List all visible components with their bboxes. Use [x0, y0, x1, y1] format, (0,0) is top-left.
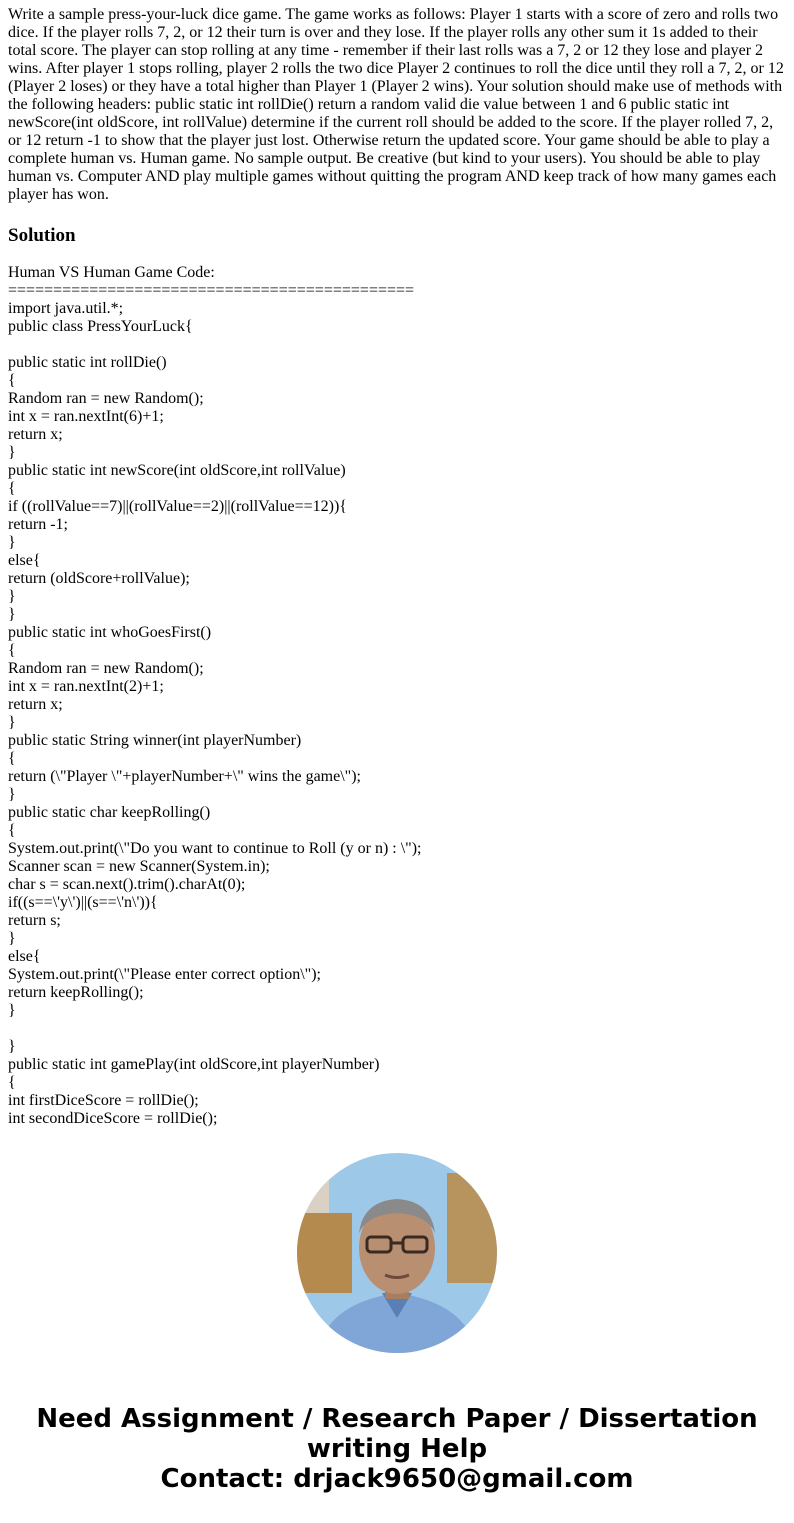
code-line: }	[8, 1002, 16, 1019]
code-line: }	[8, 444, 16, 461]
code-line: public class PressYourLuck{	[8, 318, 193, 335]
code-line: import java.util.*;	[8, 300, 124, 317]
code-line: System.out.print(\"Do you want to continue to Roll (y or n) : \");	[8, 840, 422, 857]
code-line: public static String winner(int playerNumber)	[8, 732, 302, 749]
question-text: Write a sample press-your-luck dice game. The game works as follows: Player 1 starts with a score of zero and rolls two dice. If the player rolls 7, 2, or 12 their turn is over and they lose. If the player rolls any other sum it 1s added to their total score. The player can stop rolling at any time - remember if their last rolls was a 7, 2 or 12 they lose and player 2 wins. After player 1 stops rolling, player 2 rolls the two dice Player 2 continues to roll the dice until they roll a 7, 2, or 12 (Player 2 loses) or they have a total higher than Player 1 (Player 2 wins). Your solution should make use of methods with the following headers: public static int rollDie() return a random valid die value between 1 and 6 public static int newScore(int oldScore, int rollValue) determine if the current roll should be added to the score. If the player rolled 7, 2, or 12 return -1 to show that the player just lost. Otherwise return the updated score. Your game should be able to play a complete human vs. Human game. No sample output. Be creative (but kind to your users). You should be able to play human vs. Computer AND play multiple games without quitting the program AND keep track of how many games each player has won.	[8, 6, 784, 203]
code-line: return keepRolling();	[8, 984, 144, 1001]
solution-heading: Solution	[8, 225, 76, 246]
code-line: public static int gamePlay(int oldScore,int playerNumber)	[8, 1056, 380, 1073]
code-line: public static int newScore(int oldScore,int rollValue)	[8, 462, 346, 479]
code-line: =============================================	[8, 282, 415, 299]
code-line: Random ran = new Random();	[8, 390, 204, 407]
code-line: {	[8, 642, 16, 659]
code-line: char s = scan.next().trim().charAt(0);	[8, 876, 246, 893]
code-line: return (oldScore+rollValue);	[8, 570, 190, 587]
code-line: return x;	[8, 696, 63, 713]
promo-line-1: Need Assignment / Research Paper / Dissertation	[36, 1404, 758, 1434]
code-line: {	[8, 822, 16, 839]
code-line: return -1;	[8, 516, 68, 533]
code-line: return (\"Player \"+playerNumber+\" wins the game\");	[8, 768, 361, 785]
code-line: if ((rollValue==7)||(rollValue==2)||(rollValue==12)){	[8, 498, 347, 515]
code-line: public static int whoGoesFirst()	[8, 624, 212, 641]
code-line: int secondDiceScore = rollDie();	[8, 1110, 218, 1127]
code-line: }	[8, 786, 16, 803]
code-line: {	[8, 480, 16, 497]
promo-contact: Contact: drjack9650@gmail.com	[160, 1464, 634, 1494]
code-line: int x = ran.nextInt(6)+1;	[8, 408, 164, 425]
code-line: System.out.print(\"Please enter correct option\");	[8, 966, 321, 983]
code-line: Scanner scan = new Scanner(System.in);	[8, 858, 270, 875]
code-line: {	[8, 372, 16, 389]
code-line: }	[8, 1038, 16, 1055]
solution-intro: Human VS Human Game Code:	[8, 264, 215, 281]
code-line: }	[8, 930, 16, 947]
code-line: public static char keepRolling()	[8, 804, 211, 821]
code-line: }	[8, 606, 16, 623]
code-line: public static int rollDie()	[8, 354, 167, 371]
code-line	[8, 336, 421, 354]
solution-code	[8, 282, 421, 1128]
code-line: return s;	[8, 912, 61, 929]
code-line	[8, 1020, 421, 1038]
promo-line-2: writing Help	[306, 1434, 488, 1464]
code-line: else{	[8, 948, 41, 965]
code-line: }	[8, 534, 16, 551]
tutor-portrait-icon	[297, 1153, 497, 1353]
code-line: }	[8, 588, 16, 605]
code-line: {	[8, 750, 16, 767]
code-line: Random ran = new Random();	[8, 660, 204, 677]
code-line: }	[8, 714, 16, 731]
code-line: int x = ran.nextInt(2)+1;	[8, 678, 164, 695]
code-line: int firstDiceScore = rollDie();	[8, 1092, 199, 1109]
code-line: return x;	[8, 426, 63, 443]
code-line: {	[8, 1074, 16, 1091]
code-line: else{	[8, 552, 41, 569]
code-line: if((s==\'y\')||(s==\'n\')){	[8, 894, 158, 911]
